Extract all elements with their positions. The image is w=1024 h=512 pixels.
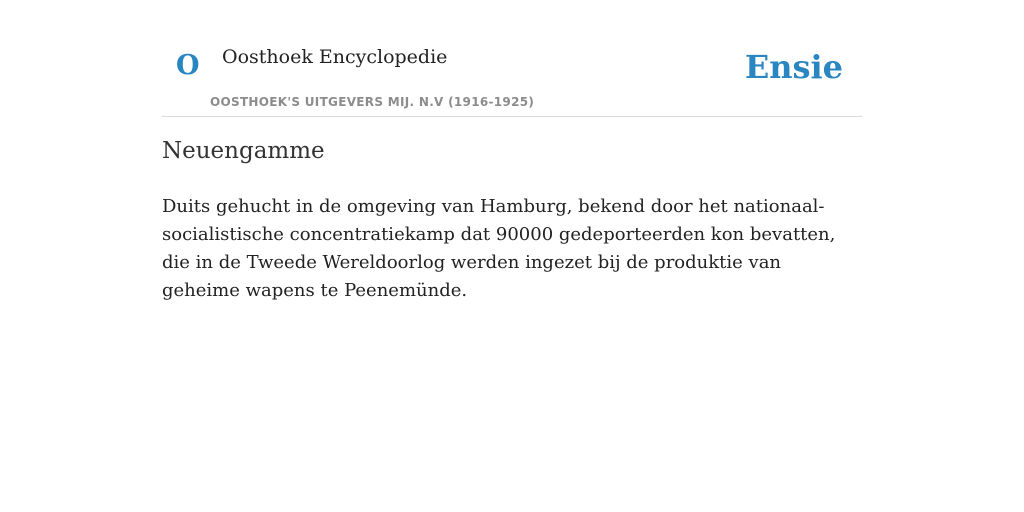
publisher-subtitle: OOSTHOEK'S UITGEVERS MIJ. N.V (1916-1925) xyxy=(210,95,535,109)
entry-title: Neuengamme xyxy=(162,138,325,164)
site-header xyxy=(162,0,862,117)
entry-description: Duits gehucht in de omgeving van Hamburg, bekend door het nationaal-socialistische concentratiekamp dat 90000 gedeporteerden kon bevatten, die in de Tweede Wereldoorlog werden ingezet bij de produktie van geheime wapens te Peenemünde. xyxy=(162,196,836,301)
oosthoek-logo[interactable]: O xyxy=(176,50,200,81)
site-title[interactable]: Oosthoek Encyclopedie xyxy=(222,46,448,68)
page-container xyxy=(162,0,862,301)
ensie-brand-link[interactable]: Ensie xyxy=(744,48,843,86)
